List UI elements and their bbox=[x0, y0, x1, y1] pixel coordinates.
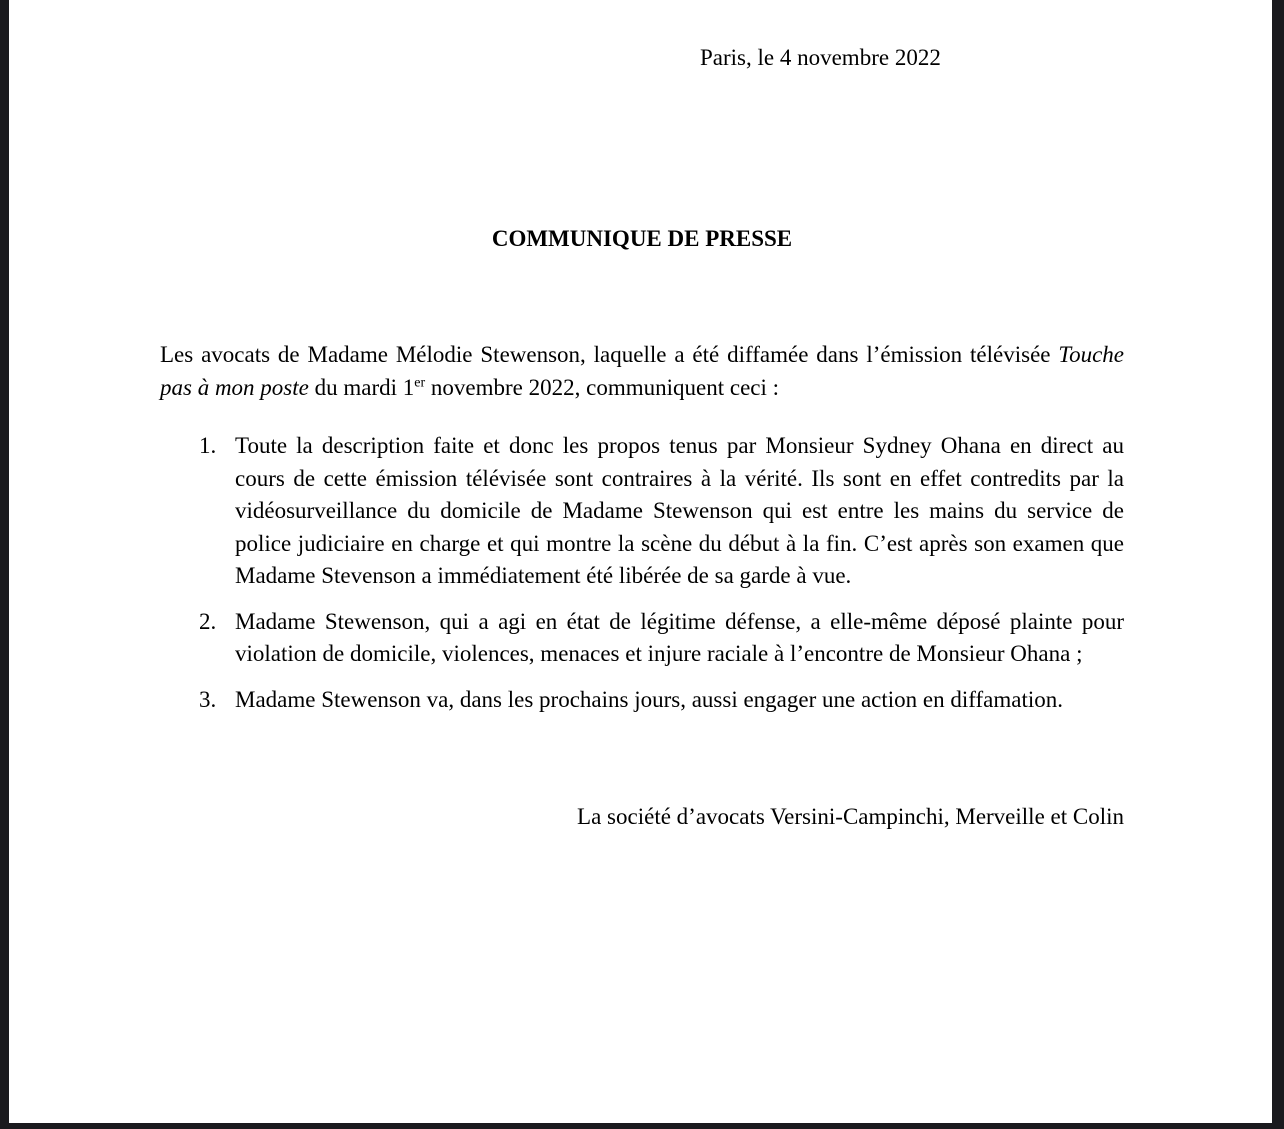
ordinal-superscript: er bbox=[414, 374, 426, 390]
list-item-2 bbox=[199, 606, 1124, 671]
item-number: 2. bbox=[199, 608, 217, 634]
document-title: COMMUNIQUE DE PRESSE bbox=[491, 225, 793, 251]
signature-line: La société d’avocats Versini-Campinchi, Merveille et Colin bbox=[577, 804, 1124, 829]
item-text: Madame Stewenson, qui a agi en état de légitime défense, a elle-même déposé plainte pour violation de domicile, violences, menaces et injure raciale à l’encontre de Monsieur Ohana ; bbox=[235, 608, 1124, 666]
intro-text-part2: du mardi 1 bbox=[308, 374, 415, 400]
list-item-3 bbox=[199, 684, 1124, 717]
tv-show-title-italic: Touche pas à mon poste bbox=[160, 342, 1124, 400]
date-line: Paris, le 4 novembre 2022 bbox=[700, 45, 941, 70]
item-text: Toute la description faite et donc les propos tenus par Monsieur Sydney Ohana en direct au cours de cette émission télévisée sont contraires à la vérité. Ils sont en effet contredits par la vidéosurveillance du domicile de Madame Stewenson qui est entre les mains du service de police judiciaire en charge et qui montre la scène du début à la fin. C’est après son examen que Madame Stevenson a immédiatement été libérée de sa garde à vue. bbox=[235, 433, 1124, 588]
item-number: 1. bbox=[199, 433, 217, 458]
item-number: 3. bbox=[199, 686, 217, 712]
intro-text-part3: novembre 2022, communiquent ceci : bbox=[425, 374, 780, 400]
list-item-1 bbox=[199, 430, 1124, 593]
document-content bbox=[9, 0, 1272, 834]
item-text: Madame Stewenson va, dans les prochains jours, aussi engager une action en diffamation. bbox=[235, 686, 1063, 712]
numbered-list bbox=[160, 430, 1124, 716]
document-page bbox=[9, 0, 1272, 1123]
intro-paragraph bbox=[160, 339, 1124, 404]
intro-text-part1: Les avocats de Madame Mélodie Stewenson, laquelle a été diffamée dans l’émission télévisée bbox=[160, 342, 1059, 367]
